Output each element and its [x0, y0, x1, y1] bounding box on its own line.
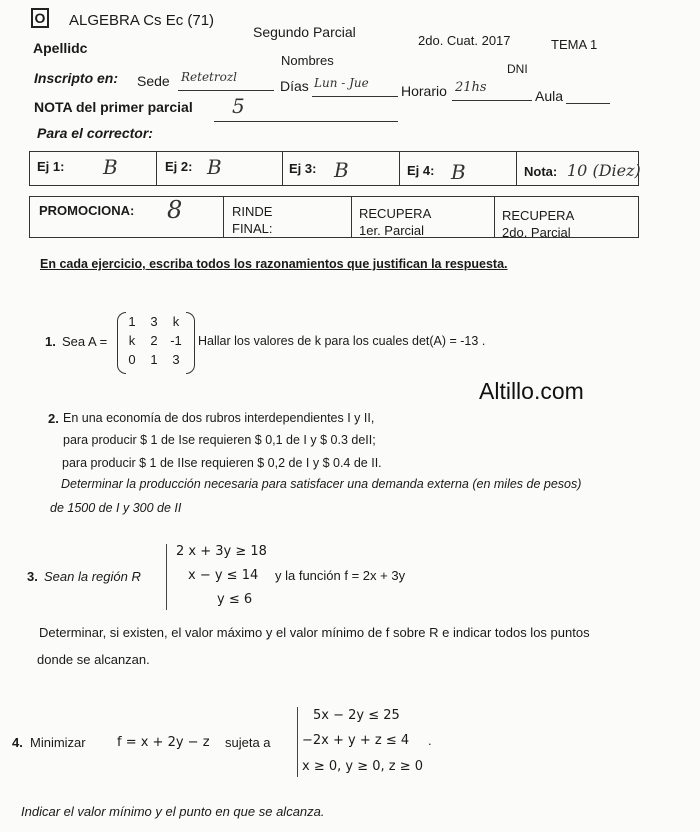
ej3-label: Ej 3: — [289, 161, 317, 176]
matrix-cell: -1 — [170, 333, 182, 348]
ej4-value: B — [451, 160, 466, 184]
nota-primer-label — [34, 99, 193, 115]
ex1-lead: Sea A = — [62, 334, 108, 349]
nombres-label: Nombres — [281, 53, 334, 68]
ex3-question-1: Determinar, si existen, el valor máximo y el valor mínimo de f sobre R e indicar todos los puntos — [39, 625, 590, 640]
recupera2-line1: RECUPERA — [502, 208, 575, 223]
recupera1-label — [359, 205, 431, 239]
subject-title: ALGEBRA Cs Ec (71) — [69, 12, 215, 29]
ex2-line: de 1500 de I y 300 de II — [50, 501, 182, 515]
ej1-label: Ej 1: — [37, 159, 65, 174]
header-box-label: O — [34, 10, 46, 26]
ex2-line: En una economía de dos rubros interdependientes I y II, — [63, 411, 375, 425]
ex4-question: Indicar el valor mínimo y el punto en que se alcanza. — [21, 804, 325, 819]
ej4-label: Ej 4: — [407, 163, 435, 178]
ex2-number: 2. — [48, 411, 59, 426]
nota-primer-text: NOTA del primer parcial — [34, 99, 193, 115]
ej1-value: B — [103, 155, 118, 179]
matrix-cell: 1 — [150, 352, 158, 367]
ex4-constraint: x ≥ 0, y ≥ 0, z ≥ 0 — [302, 759, 424, 774]
ex3-lead: Sean la región R — [44, 569, 141, 584]
recupera1-line2: 1er. Parcial — [359, 223, 425, 238]
matrix-cell: 2 — [150, 333, 158, 348]
matrix-right-paren — [186, 312, 195, 374]
ex4-constraint: −2x + y + z ≤ 4 — [302, 733, 410, 748]
rinde-label — [232, 203, 272, 237]
recupera2-line2: 2do. Parcial — [502, 225, 571, 240]
exam-title: Segundo Parcial — [253, 24, 356, 40]
instruction-text: En cada ejercicio, escriba todos los razonamientos que justifican la respuesta. — [40, 257, 508, 271]
rinde-line2: FINAL: — [232, 221, 273, 236]
sede-value: Retetrozl — [181, 70, 238, 84]
aula-label: Aula — [535, 88, 564, 104]
ex4-subject-to: sujeta a — [225, 735, 271, 750]
ex2-line: Determinar la producción necesaria para satisfacer una demanda externa (en miles de pesos) — [61, 477, 582, 491]
ej2-value: B — [207, 155, 222, 179]
ex2-line: para producir $ 1 de Ise requieren $ 0,1 de I y $ 0.3 deII; — [63, 433, 376, 447]
ex4-trailing: . — [428, 733, 432, 748]
ex1-text: Hallar los valores de k para los cuales det(A) = -13 . — [198, 334, 486, 348]
matrix-cell: k — [128, 333, 136, 348]
ex4-constraint: 5x − 2y ≤ 25 — [313, 708, 400, 723]
matrix-a — [121, 314, 187, 367]
ex3-eq1: 2 x + 3y ≥ 18 — [176, 544, 267, 559]
ex3-question-2: donde se alcanzan. — [37, 652, 150, 667]
ex4-number: 4. — [12, 735, 23, 750]
exam-term: 2do. Cuat. 2017 — [418, 33, 511, 48]
ex4-objective: f = x + 2y − z — [117, 735, 210, 750]
sede-label: Sede — [137, 73, 170, 89]
recupera2-label — [502, 207, 574, 241]
ej3-value: B — [334, 158, 349, 182]
apellido-label: Apellidc — [33, 40, 88, 56]
corrector-label: Para el corrector: — [37, 125, 153, 141]
recupera1-line1: RECUPERA — [359, 206, 432, 221]
promociona-value: 8 — [167, 196, 183, 224]
ex1-number: 1. — [45, 334, 56, 349]
matrix-cell: 1 — [128, 314, 136, 329]
ex3-number: 3. — [27, 569, 38, 584]
ex2-line: para producir $ 1 de IIse requieren $ 0,2 de I y $ 0.4 de II. — [62, 456, 382, 470]
dni-label: DNI — [507, 62, 528, 76]
watermark: Altillo.com — [479, 378, 584, 404]
nota-value: 10 (Diez) — [567, 161, 641, 180]
matrix-cell: k — [172, 314, 180, 329]
ex4-brace — [297, 707, 298, 777]
nota-label: Nota: — [524, 164, 558, 179]
dias-value: Lun - Jue — [314, 76, 369, 90]
nota-primer-value: 5 — [232, 94, 245, 118]
dias-label: Días — [280, 78, 309, 94]
ex3-brace — [166, 544, 167, 610]
promociona-label: PROMOCIONA: — [39, 203, 135, 218]
header-box — [31, 8, 49, 28]
ex3-eq3: y ≤ 6 — [217, 592, 253, 607]
matrix-cell: 3 — [150, 314, 158, 329]
horario-value: 21hs — [455, 80, 487, 95]
ex3-eq2: x − y ≤ 14 — [188, 568, 259, 583]
ej2-label: Ej 2: — [165, 159, 193, 174]
exam-tema: TEMA 1 — [551, 37, 598, 52]
ex3-function: y la función f = 2x + 3y — [275, 568, 406, 583]
rinde-line1: RINDE — [232, 204, 273, 219]
inscripto-label: Inscripto en: — [34, 70, 119, 86]
matrix-cell: 3 — [172, 352, 180, 367]
matrix-cell: 0 — [128, 352, 136, 367]
horario-label: Horario — [401, 83, 447, 99]
ex4-lead: Minimizar — [30, 735, 86, 750]
